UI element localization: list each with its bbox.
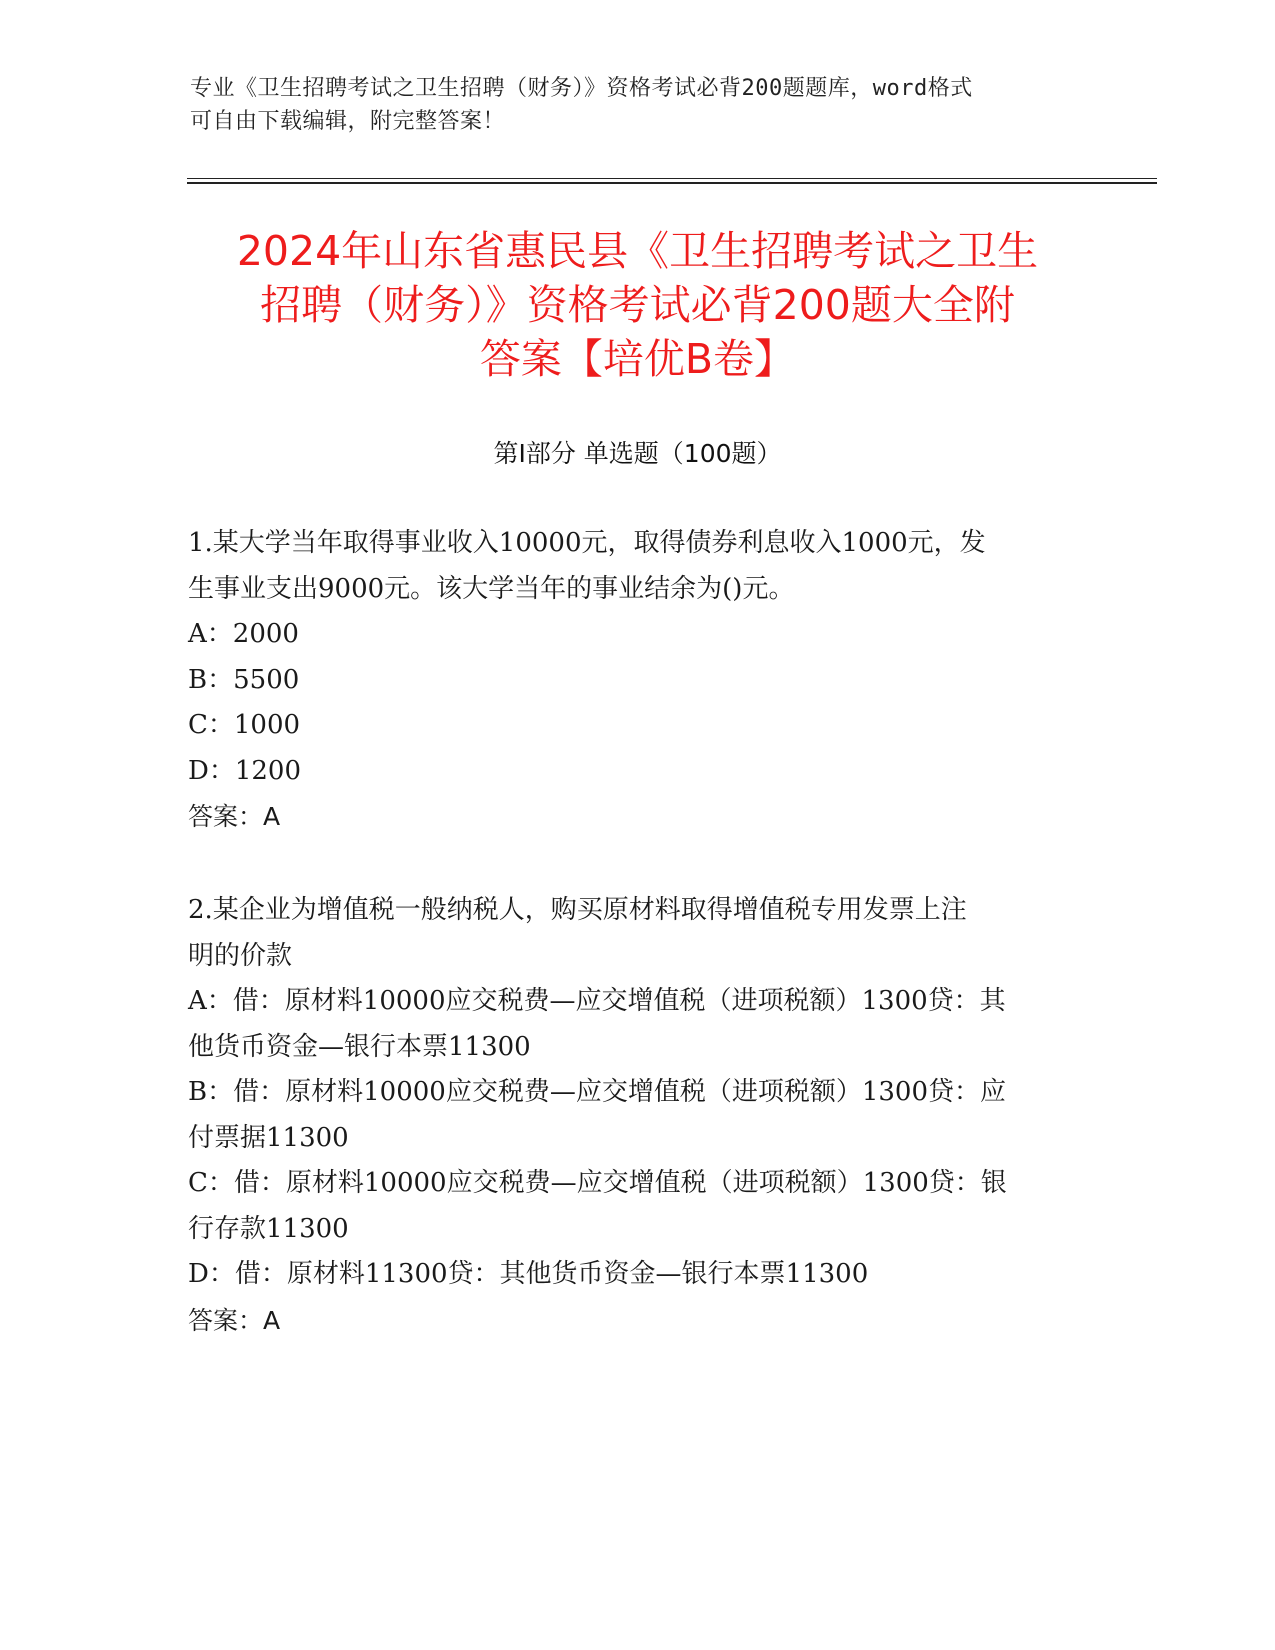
document-title-line-2: 招聘（财务）》资格考试必背200题大全附 xyxy=(260,281,1015,329)
option-b: B：5500 xyxy=(188,664,300,695)
option-b: B：借：原材料10000应交税费—应交增值税（进项税额）1300贷：应 xyxy=(188,1077,1006,1107)
header-note-line-1: 专业《卫生招聘考试之卫生招聘（财务）》资格考试必背200题题库，word格式 xyxy=(190,76,973,101)
question-2 xyxy=(188,888,1088,1343)
header-note xyxy=(190,72,1090,138)
document-title-line-3: 答案【培优B卷】 xyxy=(479,335,796,383)
option-c: C：1000 xyxy=(188,710,301,740)
question-stem-line: 1.某大学当年取得事业收入10000元，取得债券利息收入1000元，发 xyxy=(188,528,986,558)
option-c: C：借：原材料10000应交税费—应交增值税（进项税额）1300贷：银 xyxy=(188,1168,1007,1198)
option-b-continued: 付票据11300 xyxy=(188,1122,349,1153)
option-a-continued: 他货币资金—银行本票11300 xyxy=(188,1031,531,1062)
question-stem-line: 明的价款 xyxy=(188,940,293,971)
question-1 xyxy=(188,521,1088,840)
option-a: A：2000 xyxy=(188,619,299,649)
question-stem-line: 2.某企业为增值税一般纳税人，购买原材料取得增值税专用发票上注 xyxy=(188,895,967,925)
question-stem-line: 生事业支出9000元。该大学当年的事业结余为()元。 xyxy=(188,573,795,604)
option-c-continued: 行存款11300 xyxy=(188,1213,349,1244)
answer: 答案：A xyxy=(188,802,281,831)
option-d: D：借：原材料11300贷：其他货币资金—银行本票11300 xyxy=(188,1259,869,1289)
header-note-line-2: 可自由下载编辑，附完整答案！ xyxy=(190,109,506,134)
header-divider-thick xyxy=(187,182,1157,184)
option-d: D：1200 xyxy=(188,755,302,786)
document-title-line-1: 2024年山东省惠民县《卫生招聘考试之卫生 xyxy=(236,227,1039,275)
answer: 答案：A xyxy=(188,1305,281,1335)
document-title xyxy=(150,224,1125,386)
header-divider-thin xyxy=(187,178,1157,179)
option-a: A：借：原材料10000应交税费—应交增值税（进项税额）1300贷：其 xyxy=(188,986,1006,1016)
section-title: 第Ⅰ部分 单选题（100题） xyxy=(493,439,782,468)
